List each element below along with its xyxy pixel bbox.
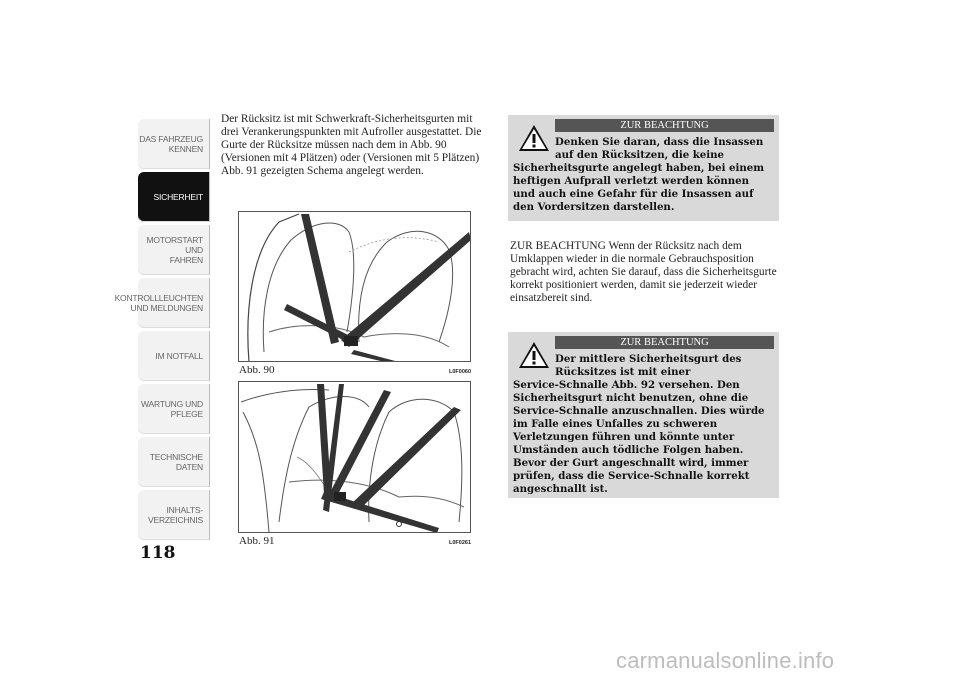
tab-label: INHALTS- VERZEICHNIS — [148, 505, 203, 525]
figure-code: L0F0060 — [448, 369, 471, 375]
warning-text-first: Der mittlere Sicherheitsgurt des Rücksitzes ist mit einer — [555, 353, 742, 378]
figure-caption: Abb. 91 — [239, 535, 275, 547]
tab-label: MOTORSTART UND FAHREN — [146, 235, 203, 265]
warning-text-rest: Sicherheitsgurte angelegt haben, bei einem heftigen Aufprall verletzt werden können und auch eine Gefahr für die Insassen auf den Vordersitzen darstellen. — [513, 162, 765, 213]
tab-label: DAS FAHRZEUG KENNEN — [139, 134, 203, 154]
warning-heading: ZUR BEACHTUNG — [555, 336, 774, 349]
figure-code: L0F0261 — [448, 540, 471, 546]
intro-paragraph: Der Rücksitz ist mit Schwerkraft-Sicherheitsgurten mit drei Verankerungspunkten mit Aufroller ausgestattet. Die Gurte der Rücksitze müssen nach dem in Abb. 90 (Versionen mit 4 Plätzen) oder (Versionen mit 5 Plätzen) Abb. 91 gezeigten Schema angelegt werden. — [221, 113, 482, 177]
figure-caption: Abb. 90 — [239, 364, 275, 376]
seatbelt-illustration-5-seats — [238, 381, 471, 533]
tab-kontrollleuchten[interactable] — [114, 278, 210, 328]
tab-sicherheit[interactable] — [138, 172, 210, 222]
tab-label: IM NOTFALL — [155, 351, 203, 361]
tab-label: KONTROLLLEUCHTEN UND MELDUNGEN — [114, 293, 203, 313]
watermark: carmanualsonline.info — [616, 648, 835, 673]
tab-wartung-und-pflege[interactable] — [138, 384, 210, 434]
warning-box — [508, 332, 779, 498]
tab-inhaltsverzeichnis[interactable] — [138, 490, 210, 540]
warning-text — [513, 136, 774, 214]
tab-label: WARTUNG UND PFLEGE — [140, 399, 203, 419]
tab-label: TECHNISCHE DATEN — [149, 452, 203, 472]
warning-text — [513, 353, 774, 496]
tab-technische-daten[interactable] — [138, 437, 210, 487]
warning-text-first: Denken Sie daran, dass die Insassen auf den Rücksitzen, die keine — [555, 136, 764, 161]
warning-triangle-icon — [518, 340, 550, 370]
warning-triangle-icon — [518, 123, 550, 153]
tab-das-fahrzeug-kennen[interactable] — [138, 119, 210, 169]
warning-text-rest: Service-Schnalle Abb. 92 versehen. Den Sicherheitsgurt nicht benutzen, ohne die Service-Schnalle anzuschnallen. Dies würde im Falle eines Unfalles zu schweren Verletzungen führen und könnte unter Umständen auch tödliche Folgen haben. Bevor der Gurt angeschnallt wird, immer prüfen, dass die Service-Schnalle korrekt angeschnallt ist. — [513, 379, 765, 495]
tab-motorstart-und-fahren[interactable] — [138, 225, 210, 275]
page-number: 118 — [140, 543, 176, 563]
belt-note-paragraph: ZUR BEACHTUNG Wenn der Rücksitz nach dem Umklappen wieder in die normale Gebrauchsposition gebracht wird, achten Sie darauf, dass die Sicherheitsgurte korrekt positioniert werden, damit sie jederzeit wieder einsatzbereit sind. — [510, 240, 777, 304]
tab-im-notfall[interactable] — [138, 331, 210, 381]
tab-label: SICHERHEIT — [153, 192, 203, 202]
warning-box — [508, 115, 779, 221]
warning-heading: ZUR BEACHTUNG — [555, 119, 774, 132]
seatbelt-illustration-4-seats — [238, 211, 471, 362]
